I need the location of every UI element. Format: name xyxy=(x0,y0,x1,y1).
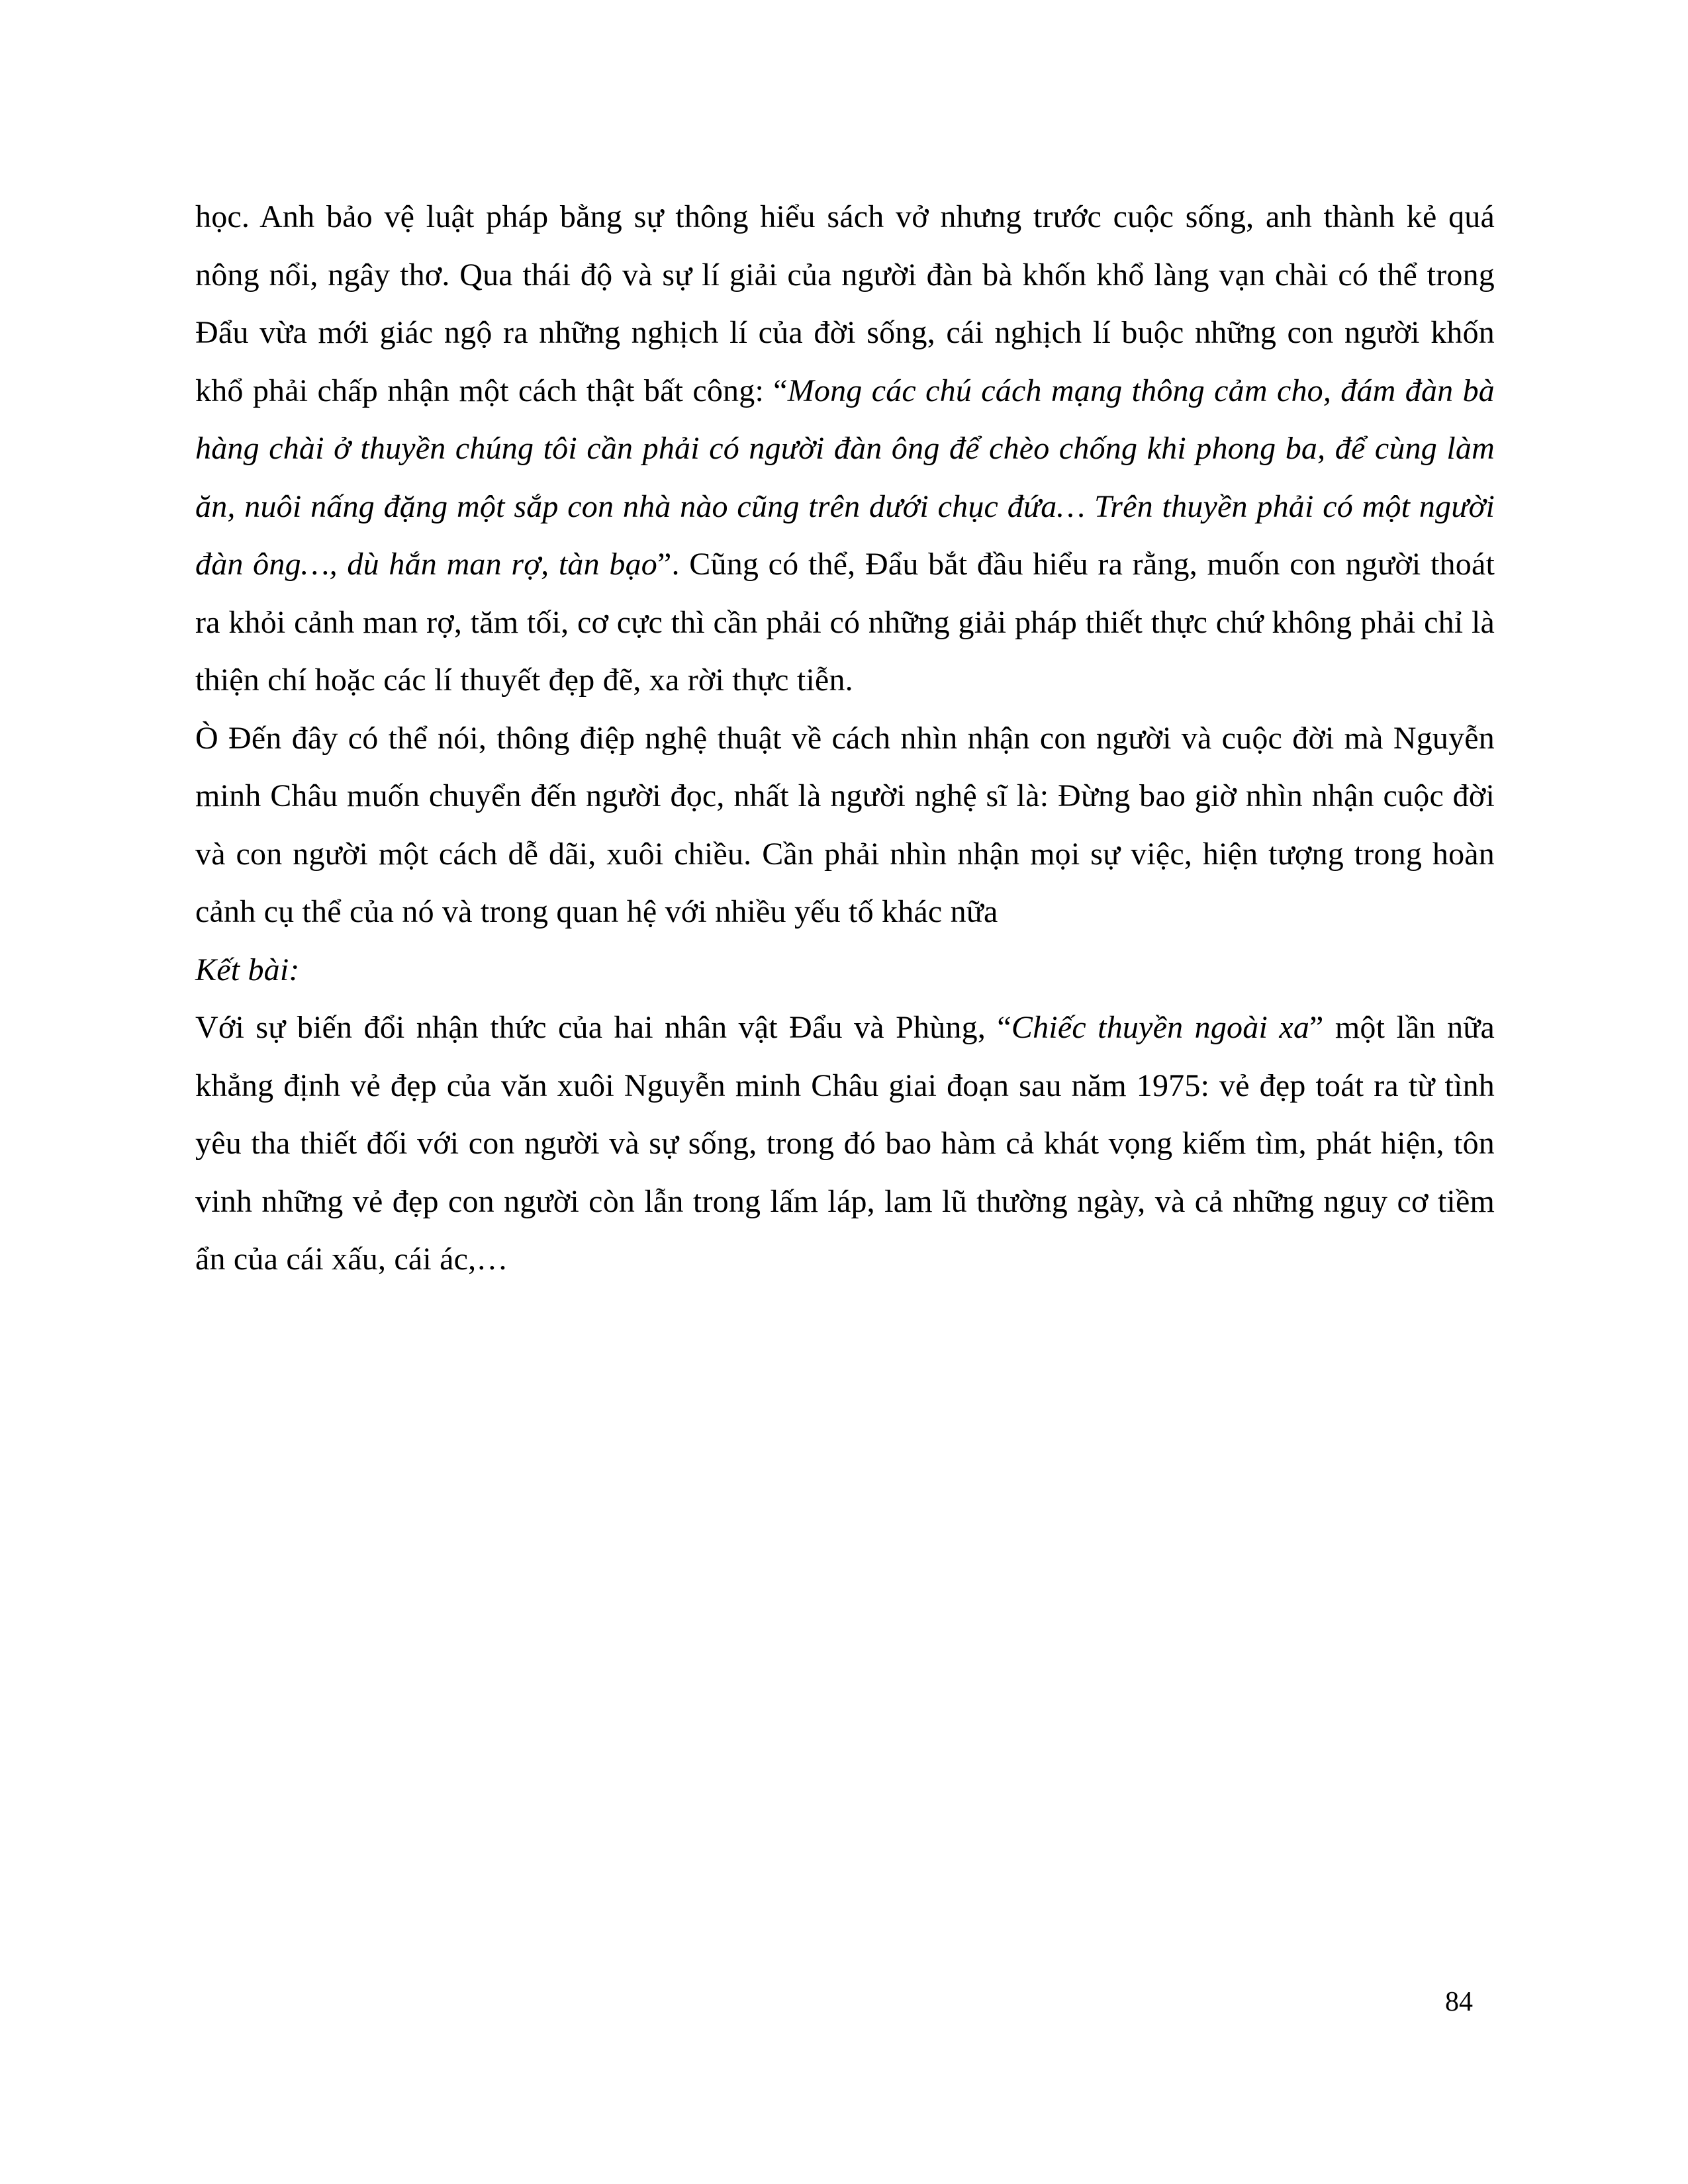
text-run: ” một lần nữa khẳng định vẻ đẹp của văn xuôi Nguyễn minh Châu giai đoạn sau năm 1975: vẻ đẹp toát ra từ tình yêu tha thiết đối với con người và sự sống, trong đó bao hàm cả khát vọng kiếm tìm, phát hiện, tôn vinh những vẻ đẹp con người còn lẫn trong lấm láp, lam lũ thường ngày, và cả những nguy cơ tiềm ẩn của cái xấu, cái ác,… xyxy=(195,1010,1495,1277)
heading-run-italic: Kết bài: xyxy=(195,952,300,987)
text-run-quote-italic: Mong các chú cách mạng thông cảm cho, đám đàn bà hàng chài ở thuyền chúng tôi cần phải có người đàn ông để chèo chống khi phong ba, để cùng làm ăn, nuôi nấng đặng một sắp con nhà nào cũng trên dưới chục đứa… Trên thuyền phải có một người đàn ông…, dù hắn man rợ, tàn bạo xyxy=(195,373,1495,582)
text-run: ”. Cũng có thể, Đẩu bắt đầu hiểu ra rằng, muốn con người thoát ra khỏi cảnh man rợ, tăm tối, cơ cực thì cần phải có những giải pháp thiết thực chứ không phải chỉ là thiện chí hoặc các lí thuyết đẹp đẽ, xa rời thực tiễn. xyxy=(195,547,1495,698)
text-run: Ò Đến đây có thể nói, thông điệp nghệ thuật về cách nhìn nhận con người và cuộc đời mà Nguyễn minh Châu muốn chuyển đến người đọc, nhất là người nghệ sĩ là: Đừng bao giờ nhìn nhận cuộc đời và con người một cách dễ dãi, xuôi chiều. Cần phải nhìn nhận mọi sự việc, hiện tượng trong hoàn cảnh cụ thể của nó và trong quan hệ với nhiều yếu tố khác nữa xyxy=(195,720,1495,929)
paragraph-artistic-message xyxy=(195,709,1495,941)
text-run: Với sự biến đổi nhận thức của hai nhân vật Đẩu và Phùng, “ xyxy=(195,1010,1011,1045)
paragraph-body-analysis xyxy=(195,188,1495,709)
text-run-title-italic: Chiếc thuyền ngoài xa xyxy=(1011,1010,1310,1045)
text-block xyxy=(195,188,1495,1289)
page-number: 84 xyxy=(1445,1987,1473,2017)
paragraph-conclusion xyxy=(195,999,1495,1289)
paragraph-conclusion-heading xyxy=(195,941,1495,999)
text-run: học. Anh bảo vệ luật pháp bằng sự thông hiểu sách vở nhưng trước cuộc sống, anh thành kẻ quá nông nổi, ngây thơ. Qua thái độ và sự lí giải của người đàn bà khốn khổ làng vạn chài có thể trong Đẩu vừa mới giác ngộ ra những nghịch lí của đời sống, cái nghịch lí buộc những con người khốn khổ phải chấp nhận một cách thật bất công: “ xyxy=(195,199,1495,408)
